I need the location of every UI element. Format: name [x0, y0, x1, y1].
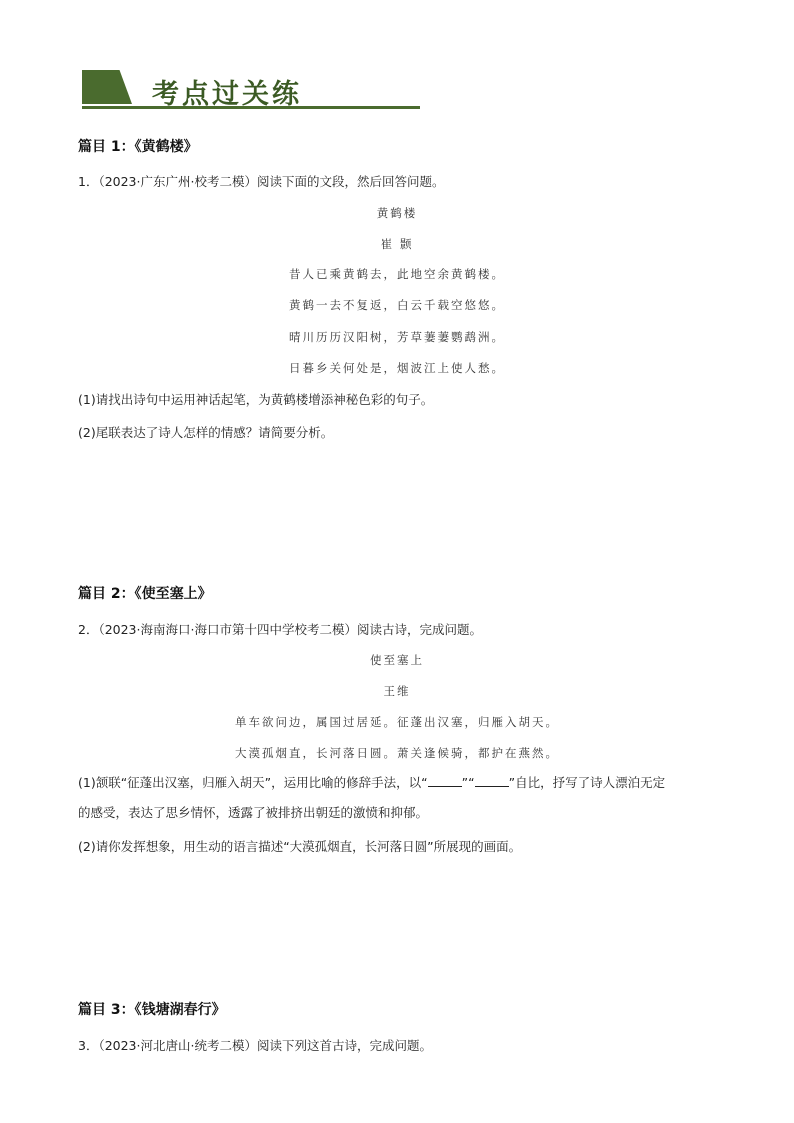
question-1: 1．（2023·广东广州·校考二模）阅读下面的文段，然后回答问题。 — [78, 174, 445, 189]
answer-blank[interactable] — [428, 774, 462, 787]
banner-title: 考点过关练 — [152, 79, 302, 110]
sub-question-2-1-text: ”自比，抒写了诗人漂泊无定 — [508, 775, 666, 790]
section-2-heading: 篇目 2：《使至塞上》 — [78, 586, 212, 602]
poem-2-line: 大漠孤烟直，长河落日圆。萧关逢候骑，都护在燕然。 — [235, 746, 559, 760]
question-2: 2．（2023·海南海口·海口市第十四中学校考二模）阅读古诗，完成问题。 — [78, 622, 482, 637]
sub-question-2-1-text: 的感受，表达了思乡情怀，透露了被排挤出朝廷的激愤和抑郁。 — [78, 805, 429, 820]
answer-blank[interactable] — [475, 774, 509, 787]
poem-1-line: 昔人已乘黄鹤去，此地空余黄鹤楼。 — [289, 267, 505, 281]
poem-2-author: 王维 — [383, 684, 411, 698]
poem-1-title: 黄鹤楼 — [376, 206, 418, 220]
poem-2-title: 使至塞上 — [370, 653, 424, 667]
sub-question-2-2: (2)请你发挥想象，用生动的语言描述“大漠孤烟直，长河落日圆”所展现的画面。 — [78, 839, 522, 854]
sub-question-2-1-text: (1)颔联“征蓬出汉塞，归雁入胡天”，运用比喻的修辞手法，以“ — [78, 775, 428, 790]
section-banner — [82, 70, 420, 112]
poem-1-line: 日暮乡关何处是，烟波江上使人愁。 — [289, 361, 505, 375]
poem-1-author: 崔 颢 — [380, 237, 414, 251]
sub-question-1-1: (1)请找出诗句中运用神话起笔，为黄鹤楼增添神秘色彩的句子。 — [78, 392, 434, 407]
section-3-heading: 篇目 3：《钱塘湖春行》 — [78, 1002, 226, 1018]
sub-question-2-1-text: ”“ — [461, 775, 475, 790]
poem-2-line: 单车欲问边，属国过居延。征蓬出汉塞，归雁入胡天。 — [235, 715, 559, 729]
section-1-heading: 篇目 1：《黄鹤楼》 — [78, 139, 198, 155]
sub-question-1-2: (2)尾联表达了诗人怎样的情感？请简要分析。 — [78, 425, 334, 440]
question-3: 3．（2023·河北唐山·统考二模）阅读下列这首古诗，完成问题。 — [78, 1038, 432, 1053]
banner-band — [82, 70, 132, 104]
sub-question-2-1 — [78, 768, 728, 828]
poem-1-line: 晴川历历汉阳树，芳草萋萋鹦鹉洲。 — [289, 330, 505, 344]
poem-1-line: 黄鹤一去不复返，白云千载空悠悠。 — [289, 298, 505, 312]
